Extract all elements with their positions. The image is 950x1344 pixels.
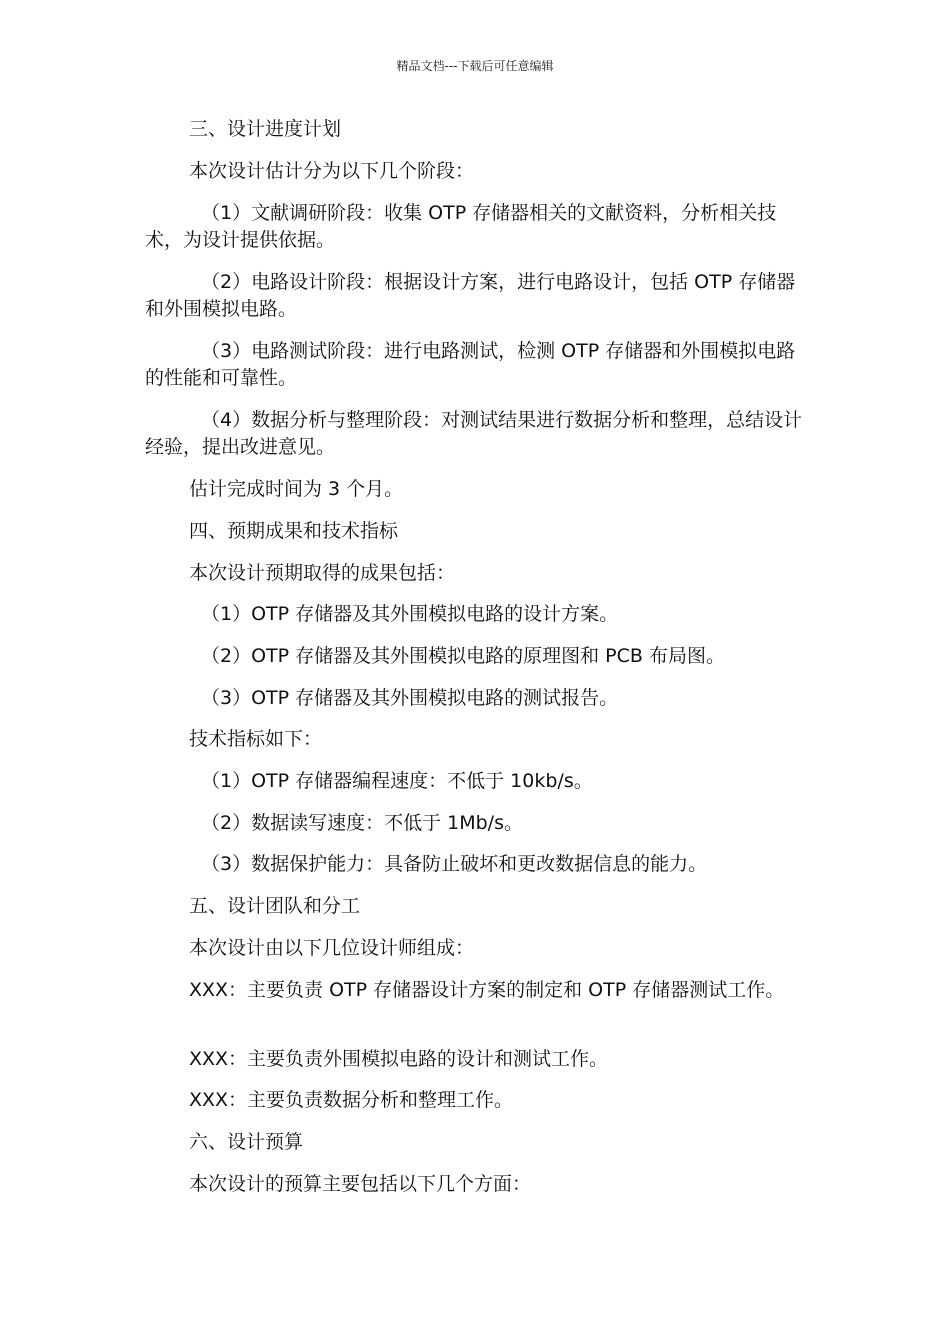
paragraph: 本次设计估计分为以下几个阶段： xyxy=(189,160,475,182)
page-header: 精品文档---下载后可任意编辑 xyxy=(396,59,554,73)
section-heading-team: 五、设计团队和分工 xyxy=(189,895,361,917)
team-member-item: XXX：主要负责 OTP 存储器设计方案的制定和 OTP 存储器测试工作。 xyxy=(189,979,785,1001)
list-item: （2）电路设计阶段：根据设计方案，进行电路设计，包括 OTP 存储器和外围模拟电路。 xyxy=(145,271,796,320)
list-item: （3）OTP 存储器及其外围模拟电路的测试报告。 xyxy=(201,687,619,709)
section-heading-outcomes: 四、预期成果和技术指标 xyxy=(189,520,399,542)
paragraph: 估计完成时间为 3 个月。 xyxy=(189,478,404,500)
list-item: （3）数据保护能力：具备防止破坏和更改数据信息的能力。 xyxy=(201,853,708,875)
list-item: （1）OTP 存储器编程速度：不低于 10kb/s。 xyxy=(201,770,593,792)
list-item: （4）数据分析与整理阶段：对测试结果进行数据分析和整理，总结设计经验，提出改进意见。 xyxy=(145,409,803,458)
paragraph: 技术指标如下： xyxy=(189,728,323,750)
paragraph: 本次设计的预算主要包括以下几个方面： xyxy=(189,1173,532,1195)
list-item: （3）电路测试阶段：进行电路测试，检测 OTP 存储器和外围模拟电路的性能和可靠性。 xyxy=(145,340,796,389)
section-heading-schedule: 三、设计进度计划 xyxy=(189,118,342,140)
team-member-item: XXX：主要负责数据分析和整理工作。 xyxy=(189,1089,514,1111)
list-item: （2）数据读写速度：不低于 1Mb/s。 xyxy=(201,812,523,834)
list-item: （1）文献调研阶段：收集 OTP 存储器相关的文献资料，分析相关技术，为设计提供依据。 xyxy=(145,202,777,251)
section-heading-budget: 六、设计预算 xyxy=(189,1131,304,1153)
paragraph: 本次设计预期取得的成果包括： xyxy=(189,562,456,584)
list-item: （1）OTP 存储器及其外围模拟电路的设计方案。 xyxy=(201,603,619,625)
team-member-item: XXX：主要负责外围模拟电路的设计和测试工作。 xyxy=(189,1048,609,1070)
paragraph: 本次设计由以下几位设计师组成： xyxy=(189,937,475,959)
list-item: （2）OTP 存储器及其外围模拟电路的原理图和 PCB 布局图。 xyxy=(201,645,725,667)
